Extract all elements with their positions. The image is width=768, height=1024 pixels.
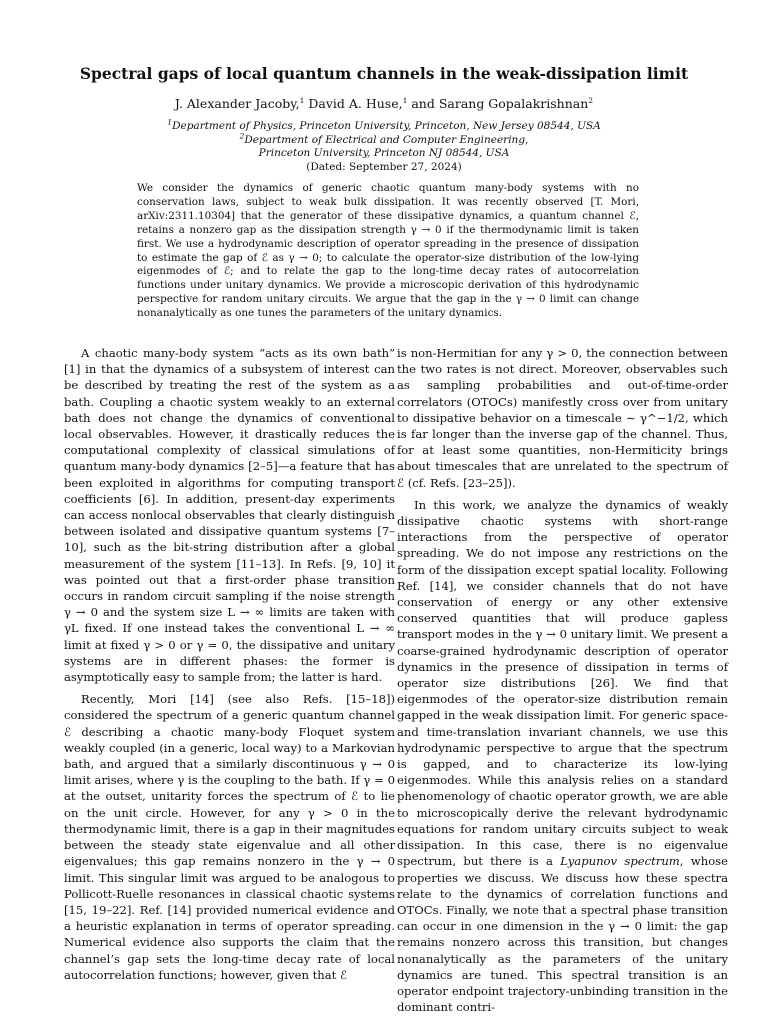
body-paragraph-continuation: is non-Hermitian for any γ > 0, the connection between the two rates is not direct. Moreover, observables such as sampling probabilities and out-of-time-order correlators (OTOCs) manifestly cross over from unitary to dissipative behavior on a timescale ∼ γ^−1/2, which is far longer than the inverse gap of the channel. Thus, for at least some quantities, non-Hermiticity brings about timescales that are unrelated to the spectrum of ℰ (cf. Refs. [23–25]). — [397, 346, 728, 490]
affiliation-mark: 1 — [299, 95, 305, 105]
affiliation-2: $^2$Department of Electrical and Computer Engineering, — [239, 131, 529, 146]
body-paragraph: A chaotic many-body system “acts as its own bath” [1] in that the dynamics of a subsystem of interest can be described by treating the rest of the system as a bath. Coupling a chaotic system weakly to an external bath does not change the dynamics of conventional local observables. However, it drastically reduces the computational complexity of classical simulations of quantum many-body dynamics [2–5]—a feature that has been exploited in algorithms for computing transport coefficients [6]. In addition, present-day experiments can access nonlocal observables that clearly distinguish between isolated and dissipative quantum systems [7–10], such as the bit-string distribution after a global measurement of the system [11–13]. In Refs. [9, 10] it was pointed out that a first-order phase transition occurs in random circuit sampling if the noise strength γ → 0 and the system size L → ∞ limits are taken with γL fixed. If one instead takes the conventional L → ∞ limit at fixed γ > 0 or γ = 0, the dissipative and unitary systems are in different phases: the former is asymptotically easy to sample from; the latter is hard. — [64, 346, 395, 685]
abstract: We consider the dynamics of generic chaotic quantum many-body systems with no conservation laws, subject to weak bulk dissipation. It was recently observed [T. Mori, arXiv:2311.10304] that the generator of these dissipative dynamics, a quantum channel ℰ, retains a nonzero gap as the dissipation strength γ → 0 if the thermodynamic limit is taken first. We use a hydrodynamic description of operator spreading in the presence of dissipation to estimate the gap of ℰ as γ → 0; to calculate the operator-size distribution of the low-lying eigenmodes of ℰ; and to relate the gap to the long-time decay rates of autocorrelation functions under unitary dynamics. We provide a microscopic derivation of this hydrodynamic perspective for random unitary circuits. We argue that the gap in the γ → 0 limit can change nonanalytically as one tunes the parameters of the unitary dynamics. — [137, 182, 639, 320]
body-paragraph: In this work, we analyze the dynamics of weakly dissipative chaotic systems with short-range interactions from the perspective of operator spreading. We do not impose any restrictions on the form of the dissipation except spatial locality. Following Ref. [14], we consider channels that do not have conservation of energy or any other extensive conserved quantities that will produce gapless transport modes in the γ → 0 unitary limit. We present a coarse-grained hydrodynamic description of operator dynamics in the presence of dissipation in terms of operator size distributions [26]. We find that eigenmodes of the operator-size distribution remain gapped in the weak dissipation limit. For generic space- and time-translation invariant channels, we use this hydrodynamic perspective to argue that the spectrum is gapped, and to characterize its low-lying eigenmodes. While this analysis relies on a standard phenomenology of chaotic operator growth, we are able to microscopically derive the relevant hydrodynamic equations for random unitary circuits subject to weak dissipation. In this case, there is no eigenvalue spectrum, but there is a Lyapunov spectrum, whose properties we discuss. We discuss how these spectra relate to the dynamics of correlation functions and OTOCs. Finally, we note that a spectral phase transition can occur in one dimension in the γ → 0 limit: the gap remains nonzero across this transition, but changes nonanalytically as the parameters of the unitary dynamics are tuned. This spectral transition is an operator endpoint trajectory-unbinding transition in the dominant contri- — [397, 497, 728, 1015]
affiliation-1: $^1$Department of Physics, Princeton University, Princeton, New Jersey 08544, USA — [167, 117, 601, 132]
emphasis-lyapunov-spectrum: Lyapunov spectrum — [560, 854, 680, 869]
paper-title: Spectral gaps of local quantum channels in the weak-dissipation limit — [79, 64, 689, 83]
affiliation-mark: 2 — [588, 95, 594, 105]
affiliation-2-cont: Princeton University, Princeton NJ 08544, USA — [258, 147, 510, 159]
author-huse: David A. Huse, — [304, 96, 403, 111]
dated-line: (Dated: September 27, 2024) — [306, 160, 462, 173]
author-gopalakrishnan: and Sarang Gopalakrishnan — [407, 96, 589, 111]
right-column — [397, 345, 728, 1015]
affiliation-mark: 1 — [402, 95, 408, 105]
body-paragraph: Recently, Mori [14] (see also Refs. [15–18]) considered the spectrum of a generic quantum channel ℰ describing a chaotic many-body Floquet system weakly coupled (in a generic, local way) to a Markovian bath, and argued that a similarly discontinuous γ → 0 limit arises, where γ is the coupling to the bath. If γ = 0 at the outset, unitarity forces the spectrum of ℰ to lie on the unit circle. However, for any γ > 0 in the thermodynamic limit, there is a gap in their magnitudes between the steady state eigenvalue and all other eigenvalues; this gap remains nonzero in the γ → 0 limit. This singular limit was argued to be analogous to Pollicott-Ruelle resonances in classical chaotic systems [15, 19–22]. Ref. [14] provided numerical evidence and a heuristic explanation in terms of operator spreading. Numerical evidence also supports the claim that the channel’s gap sets the long-time decay rate of local autocorrelation functions; however, given that ℰ — [64, 692, 395, 982]
author-list — [40, 96, 728, 112]
left-column — [64, 345, 395, 983]
affiliations — [60, 117, 708, 174]
author-jacoby: J. Alexander Jacoby, — [174, 96, 300, 111]
